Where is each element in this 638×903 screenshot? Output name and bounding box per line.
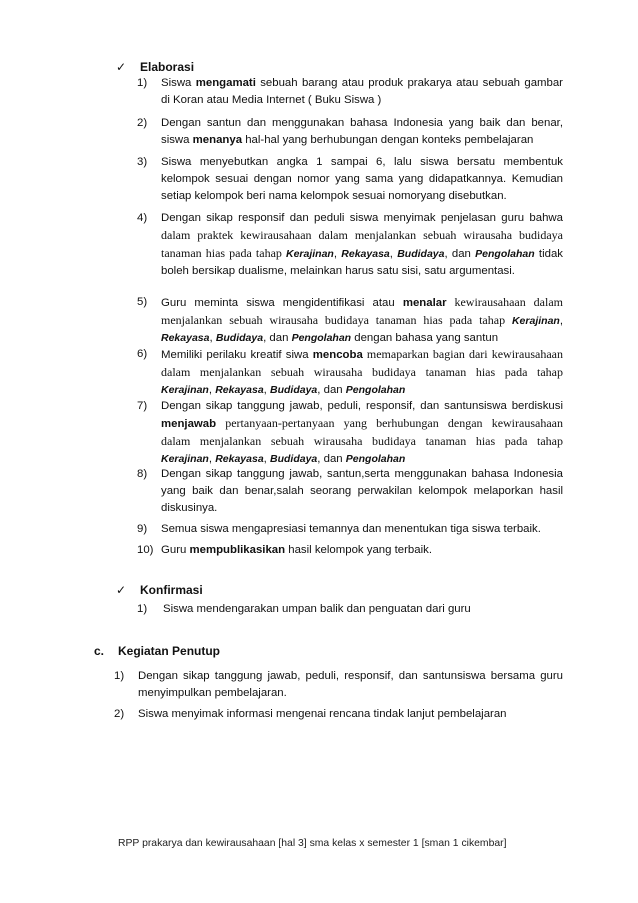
page-footer: RPP prakarya dan kewirausahaan [hal 3] sma kelas x semester 1 [sman 1 cikembar] [118, 838, 507, 849]
item-number: 1) [114, 670, 125, 682]
checkmark-icon: ✓ [116, 583, 127, 597]
list-item [114, 668, 563, 702]
item-number: 2) [114, 708, 125, 720]
list-item [137, 346, 563, 399]
item-number: 1) [137, 603, 148, 615]
item-number: 4) [137, 212, 148, 224]
checkmark-icon: ✓ [116, 60, 127, 74]
list-item [137, 398, 563, 468]
konfirmasi-heading [116, 583, 203, 597]
item-text: Siswa menyimak informasi mengenai rencana tindak lanjut pembelajaran [138, 708, 507, 720]
item-number: 10) [137, 544, 154, 556]
item-text: Dengan sikap tanggung jawab, santun,serta menggunakan bahasa Indonesia yang baik dan benar,salah seorang perwakilan kelompok melaporkan hasil diskusinya. [161, 468, 563, 514]
list-item [114, 706, 563, 723]
item-text: Semua siswa mengapresiasi temannya dan menentukan tiga siswa terbaik. [161, 523, 541, 535]
list-item [137, 75, 563, 109]
item-text: Dengan sikap tanggung jawab, peduli, responsif, dan santunsiswa berdiskusi menjawab pertanyaan-pertanyaan yang berhubungan dengan kewirausahaan dalam menjalankan sebuah wirausaha budidaya tanaman hias pada tahap Kerajinan, Rekayasa, Budidaya, dan Pengolahan [161, 400, 563, 465]
item-text: Dengan sikap tanggung jawab, peduli, responsif, dan santunsiswa bersama guru menyimpulkan pembelajaran. [138, 670, 563, 699]
item-number: 1) [137, 77, 148, 89]
item-text: Dengan santun dan menggunakan bahasa Indonesia yang baik dan benar, siswa menanya hal-hal yang berhubungan dengan konteks pembelajaran [161, 117, 563, 146]
item-text: Siswa mengamati sebuah barang atau produk prakarya atau sebuah gambar di Koran atau Media Internet ( Buku Siswa ) [161, 77, 563, 106]
item-text: Guru mempublikasikan hasil kelompok yang terbaik. [161, 544, 432, 556]
item-text: Siswa menyebutkan angka 1 sampai 6, lalu siswa bersatu membentuk kelompok sesuai dengan nomor yang sama yang didapatkannya. Kemudian setiap kelompok beri nama kelompok sesuai nomoryang disebutkan. [161, 156, 563, 202]
konfirmasi-title: Konfirmasi [140, 583, 203, 597]
elaborasi-title: Elaborasi [140, 60, 195, 74]
item-text: Dengan sikap responsif dan peduli siswa menyimak penjelasan guru bahwa dalam praktek kewirausahaan dalam menjalankan sebuah wirausaha budidaya tanaman hias pada tahap Kerajinan, Rekayasa, Budidaya, dan Pengolahan tidak boleh bersikap dualisme, melainkan harus satu sisi, satu argumentasi. [161, 212, 563, 277]
list-item [137, 210, 563, 280]
item-text: Siswa mendengarakan umpan balik dan penguatan dari guru [163, 603, 471, 615]
penutup-heading [94, 644, 220, 658]
item-number: 2) [137, 117, 148, 129]
item-number: 7) [137, 400, 148, 412]
item-number: 9) [137, 523, 148, 535]
list-item [137, 154, 563, 205]
section-label: c. [94, 644, 105, 658]
list-item [137, 466, 563, 517]
item-text: Guru meminta siswa mengidentifikasi atau menalar kewirausahaan dalam menjalankan sebuah wirausaha budidaya tanaman hias pada tahap Kerajinan, Rekayasa, Budidaya, dan Pengolahan dengan bahasa yang santun [161, 295, 563, 344]
list-item [137, 115, 563, 149]
list-item [137, 542, 563, 559]
item-text: Memiliki perilaku kreatif siwa mencoba memaparkan bagian dari kewirausahaan dalam menjalankan sebuah wirausaha budidaya tanaman hias pada tahap Kerajinan, Rekayasa, Budidaya, dan Pengolahan [161, 347, 563, 396]
penutup-title: Kegiatan Penutup [118, 644, 221, 658]
item-number: 6) [137, 348, 148, 360]
elaborasi-heading [116, 60, 194, 74]
list-item [137, 294, 563, 347]
list-item [137, 601, 563, 618]
item-number: 8) [137, 468, 148, 480]
item-number: 3) [137, 156, 148, 168]
item-number: 5) [137, 296, 148, 308]
list-item [137, 521, 563, 538]
